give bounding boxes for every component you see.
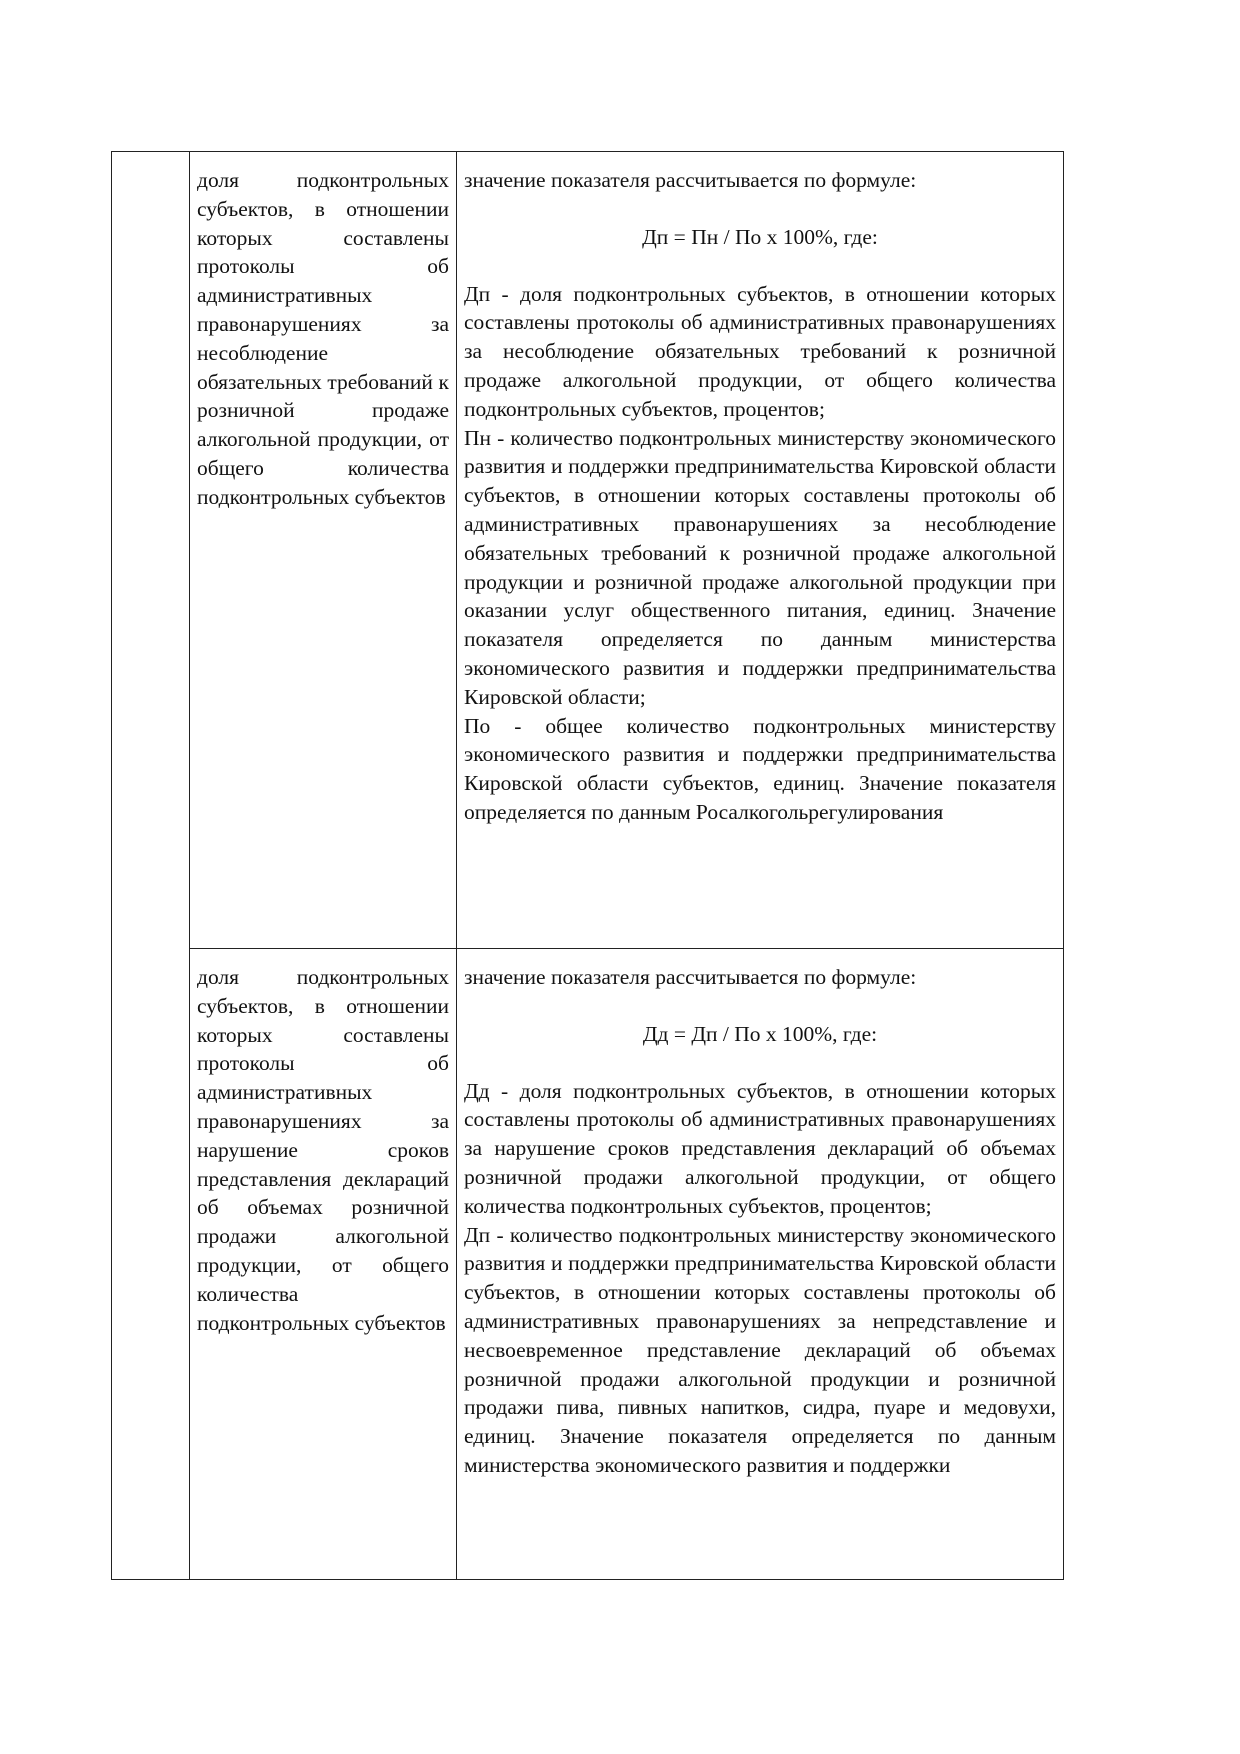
- table-row: [112, 949, 1064, 1580]
- indicator-name-cell: [190, 949, 457, 1580]
- definition-po: По - общее количество подконтрольных министерству экономического развития и поддержки предпринимательства Кировской области субъектов, единиц. Значение показателя определяется по данным Росалкогольрегулирования: [464, 713, 1056, 824]
- formula: Дп = Пн / По х 100%, где:: [642, 224, 878, 249]
- definition-dp: Дп - количество подконтрольных министерству экономического развития и поддержки предпринимательства Кировской области субъектов, в отношении которых составлены протоколы об административных правонарушениях за непредставление и несвоевременное представление деклараций об объемах розничной продажи алкогольной продукции и розничной продажи пива, пивных напитков, сидра, пуаре и медовухи, единиц. Значение показателя определяется по данным министерства экономического развития и поддержки: [464, 1222, 1056, 1477]
- formula-intro: значение показателя рассчитывается по формуле:: [464, 965, 917, 989]
- formula: Дд = Дп / По х 100%, где:: [642, 1021, 878, 1046]
- definition-dp: Дп - доля подконтрольных субъектов, в отношении которых составлены протоколы об административных правонарушениях за несоблюдение обязательных требований к розничной продаже алкогольной продукции, от общего количества подконтрольных субъектов, процентов;: [464, 281, 1056, 421]
- number-cell: [112, 152, 190, 1580]
- table-row: [112, 152, 1064, 949]
- indicator-name-cell: [190, 152, 457, 949]
- calculation-method-cell: [457, 152, 1064, 949]
- indicator-name: доля подконтрольных субъектов, в отношении которых составлены протоколы об административных правонарушениях за нарушение сроков представления деклараций об объемах розничной продажи алкогольной продукции, от общего количества подконтрольных субъектов: [197, 965, 449, 1335]
- definition-pn: Пн - количество подконтрольных министерству экономического развития и поддержки предпринимательства Кировской области субъектов, в отношении которых составлены протоколы об административных правонарушениях за несоблюдение обязательных требований к розничной продаже алкогольной продукции и розничной продаже алкогольной продукции при оказании услуг общественного питания, единиц. Значение показателя определяется по данным министерства экономического развития и поддержки предпринимательства Кировской области;: [464, 425, 1056, 709]
- formula-intro: значение показателя рассчитывается по формуле:: [464, 168, 917, 192]
- indicator-name: доля подконтрольных субъектов, в отношении которых составлены протоколы об административных правонарушениях за несоблюдение обязательных требований к розничной продаже алкогольной продукции, от общего количества подконтрольных субъектов: [197, 168, 449, 509]
- definition-dd: Дд - доля подконтрольных субъектов, в отношении которых составлены протоколы об административных правонарушениях за нарушение сроков представления деклараций об объемах розничной продажи алкогольной продукции, от общего количества подконтрольных субъектов, процентов;: [464, 1078, 1056, 1218]
- calculation-method-cell: [457, 949, 1064, 1580]
- indicators-table: [111, 151, 1064, 1580]
